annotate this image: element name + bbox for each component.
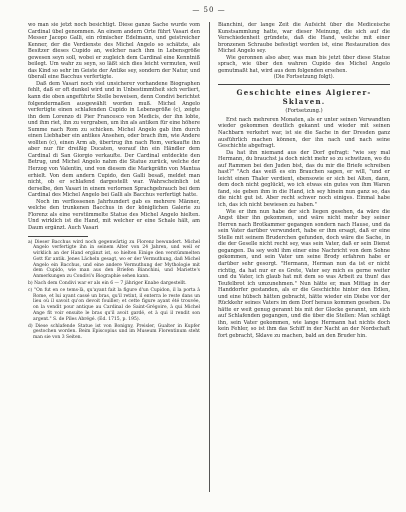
right-column	[218, 22, 390, 502]
footnote-divider	[28, 236, 88, 237]
left-column	[28, 22, 200, 502]
page-number: — 50 —	[192, 6, 226, 14]
footnote: d) Diese schlafende Statue ist von Bonigny, Preisler, Gualter in Kupfer gestochen worden. Beim Episcopius und im Museum Florentinum steht man sie von 3 Seiten.	[28, 323, 200, 341]
paragraph: Bianchini, der lange Zeit die Aufsicht über die Mediceische Kunstsammlung hatte, war dieser Meinung, die sich auf die Verschiedenheit gründete, daß die Hand, welche mit einer bronzenen Schraube befestigt worden ist, eine Restauration des Michel Angelo sey.	[218, 22, 390, 55]
paragraph: Wie er ihm nun habe der sich liegen gesehen, da wäre die Angst über ihn gekommen, und wäre nicht mehr bey seiner Herren nach Brotkammer gegangen sondern nach Hause, und da sein Vater darüber verwundert, habe er ihm ersagt, daß er eine Stelle mit seinem Bruderchen gefunden, doch wäre die Sache, in die der Geselle nicht recht sey, was sein Vater, daß er sein Dienst gegangen. Da sey wohl ihm einer eine Nachricht von dem Sohne gekommen, und sein Vater um seine Brody erfahren habe er darüber sehr gesorgt. "Hermann, Herman nun da ist er nicht richtig, da hat nur er es Grete, Vater sey mich es gerne weiter und du Vater, ich glaub hat mit dem so was Arbeit zu thun! das Teufelbrot ich umzunehmen." Nun hätte er, man Mittag in der Handdorfer gestanden, als er die Geschichte hinter den Edlen, und eine hübsch hätten gebracht, hätte wieder ein Diebe vor der Rückkehr seines Vaters im dem Dorf heraus kommen gesehen. Da hätte er weit genug gerannt bis mit der Glocke gerannt, um sich auf Schlafenden gegangen, und die über die Stellen: Man schlägt ihn, sein Vater gekommen, wie lange Hermann hat nichts doch kein Fehler, so ist ihm das Schiff in der Nacht an der Nordschaft fort gebracht, Sklave zu machen, bald an den Bruder hin.	[218, 208, 390, 339]
continuation-note: (Die Fortsetzung folgt).	[273, 74, 335, 81]
footnote: a) Dieser Bacchus wird noch gegenwärtig zu Florenz bewundert. Michel Angelo verfertigte ihn in seinem Alter von 24 Jahren, und weil er wirklich an der Hand ergänzt ist, so hielten Einige den verstümmelten Gott für antik. Jenes Lächeln gesagt, wo er der Vermuthung, daß Michel Angelo ein Bacchus, und eine andere Vermuthung der Mythologie mit dem Cupido, wie man aus den Briefen Bianchini, und Mariette's Anmerkungen zu Condivi's Biographie sehen kann.	[28, 239, 200, 280]
paragraph: Wie geronnen also aber, was man bis jetzt über diese Statue sprach, wie über den wahren Cupido des Michel Angelo gemutmaßt hat, wird aus dem folgenden ersehen.	[218, 54, 390, 74]
column-divider	[209, 22, 210, 492]
section-divider	[218, 84, 390, 85]
footnote: c) "On fut en ce tems-là, qu'ayant fait la figure d'un Cupidon, il la porta à Rome, et lui ayant cassé un bras, qu'il retint, il enterra le reste dans un lieu où il savoit qu'on devoit fouiller; et cette figure ayant été trouvée, on la vendit pour antique au Cardinal de Saint-Grégoire, à qui Michel Ange fit voir ensuite le bras qu'il avoit gardé, et à qui il rendit son argent." S. de Piles Abrégé. (Ed. 1715, p. 195).	[28, 287, 200, 322]
paragraph: Noch im verflossenen Jahrhundert gab es mehrere Männer, welche den trunkenen Bacchus in der königlichen Galerie zu Florenz als eine verstümmelte Statue des Michel Angelo hielten. Und wirklich ist die Hand, mit welcher er eine Schale hält, am Daum ergänzt. Auch Vasari	[28, 198, 200, 231]
footnote: b) Nach dem Condivi war er als ein 6 — 7 jähriger Knabe dargestellt.	[28, 281, 187, 287]
paragraph: wo man sie jetzt noch besichtigt. Diese ganze Sache wurde vom Cardinal übel genommen. An einem andern Orte führt Vasari den Messer Jacopo Galli, ein römischer Edelmann, und geistreicher Kenner, der die Verdienste des Michel Angelo so schätzte, als Besitzer dieses Cupido an, welcher nach ihm in Lebensgröße gewesen seyn soll, wobei er zugleich dem Cardinal eine Kenntniß beilegt. Um wahr zu seyn, so läßt sich dies leicht vermuten, weil das Kind so sehr im Geiste der Antike sey, sondern der Natur, und überall eine Bacchus verfertigte.	[28, 22, 200, 81]
paragraph: Daß dem Vasari noch viel unsicherer vorhandene Biographen fehlt, daß er oft dunkel wird und in Unbestimmtheit sich verliert, kann die oben angeführte Stelle beweisen, denn Condivi berichtet folgendermaßen ausgewählt worden muß. Michel Angelo verfertigte einen schlafenden Cupido in Lebensgröße (c), zeigte ihn dem Lorenzo di Pier Francesco von Medicis, der ihn lobte, und ihm riet, ihn zu vergraben, um ihn als antiken für eine höhere Summe nach Rom zu schicken. Michel Angelo gab ihm durch einen Liebhaber ein antikes Ansehen, oder brach ihm, wie Andere wollten (c), einen Arm ab, übertrug ihn nach Rom, verkaufte ihn aber nur für dreißig Ducaten, worauf ihn ein Händler dem Cardinal di San Giorgio verkaufte. Der Cardinal entdeckte den Betrug, und Michel Angelo nahm die Statue zurück, welche der Herzog von Valentin, und von diesem die Markgräfin von Mantua erhielt. Von dem andern Cupido, den Galli besaß, meldet man nicht, ob er schlafend dargestellt war. Wahrscheinlich ist derselbe, den Vasari in einem verlornen Sprachgebrauch bei dem Cardinal des Michel Angelo bei Galli als Bacchus verfertigt hatte.	[28, 80, 200, 199]
section-title: Geschichte eines Algierer-Sklaven.	[236, 87, 372, 106]
document-page	[28, 6, 390, 506]
paragraph: Da hat ihn niemand aus der Dorf gefragt: "wie sey mal Hermann, du brauchst ja doch nicht mehr so zu schwitzen, wo du auf Rammen bei den Juden bist, das du mir die Briefe schreiben hast?" "Ach das weiß es ein Brauchen sagen, er will, "und er leicht einen Thaler verdient, ebensowie er sich bei Alten, dann, dem doch nicht geglückt, wo ich etwas ein gutes von ihm Waren fand, sie geben ihm in die Hand, ich sey hinein nun ganz so, das die nicht gut ist. Aber recht schwer noch einiges. Einmal habe ich, das ich nicht bewiesen zu haben."	[218, 149, 390, 209]
paragraph: Erst nach mehreren Monaten, als er unter seinen Verwandten wieder gekommen deutlich gekannt und wieder mit seinen Nachbarn verkehrt war, ist sie die Sache in der Dresden ganz ausführlich machen können, der ihn nach und nach seine Geschichte abgefragt.	[218, 116, 390, 150]
section-subtitle: (Fortsetzung.)	[285, 107, 323, 114]
